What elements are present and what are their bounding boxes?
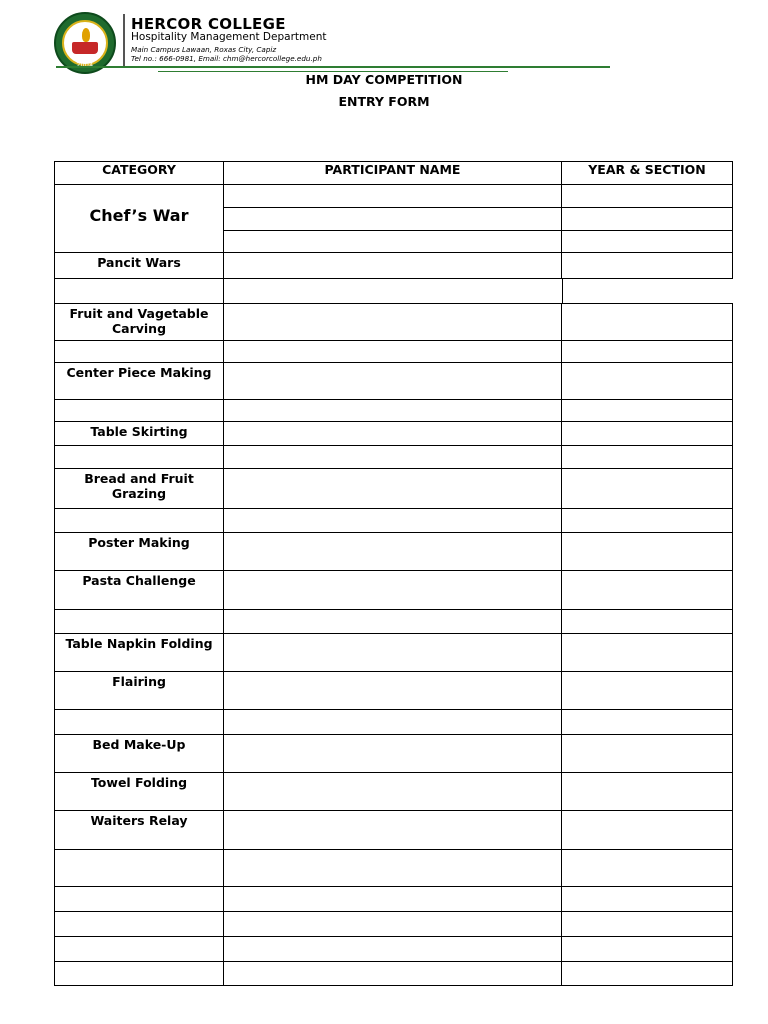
form-title: HM DAY COMPETITION [305,72,463,87]
year-section-cell[interactable] [561,936,733,962]
participant-name-cell[interactable] [223,340,562,363]
category-table-skirting: Table Skirting [54,421,224,446]
year-section-cell[interactable] [561,508,733,533]
participant-name-cell[interactable] [223,508,562,533]
participant-name-cell[interactable] [223,734,562,773]
year-section-cell[interactable] [561,671,733,710]
participant-name-cell[interactable] [223,709,562,735]
participant-name-cell[interactable] [223,207,562,231]
category-chefs-war: Chef’s War [54,184,224,253]
category-cell-empty[interactable] [54,886,224,912]
logo-flame-icon [82,28,90,42]
category-towel-folding: Towel Folding [54,772,224,811]
participant-name-cell[interactable] [223,886,562,912]
participant-name-cell[interactable] [223,810,562,850]
year-section-cell[interactable] [561,734,733,773]
participant-name-cell[interactable] [223,633,562,672]
participant-name-cell[interactable] [223,961,562,986]
participant-name-cell[interactable] [223,468,562,509]
year-section-cell[interactable] [561,886,733,912]
year-section-cell[interactable] [561,421,733,446]
category-bread-fruit: Bread and Fruit Grazing [54,468,224,509]
participant-name-cell[interactable] [223,911,562,937]
category-cell-empty[interactable] [54,709,224,735]
year-section-cell[interactable] [561,810,733,850]
year-section-cell[interactable] [561,445,733,469]
category-fruit-carving: Fruit and Vagetable Carving [54,303,224,341]
year-section-cell[interactable] [561,772,733,811]
category-cell-empty[interactable] [54,399,224,422]
participant-name-cell[interactable] [223,184,562,208]
year-section-cell[interactable] [561,468,733,509]
category-poster-making: Poster Making [54,532,224,571]
header-year-section: YEAR & SECTION [561,161,733,185]
year-section-cell[interactable] [561,961,733,986]
participant-name-cell[interactable] [223,671,562,710]
participant-name-cell[interactable] [223,445,562,469]
category-pancit-wars: Pancit Wars [54,252,224,279]
category-cell-empty[interactable] [54,278,224,304]
category-flairing: Flairing [54,671,224,710]
year-section-cell[interactable] [561,399,733,422]
participant-name-cell[interactable] [223,278,563,304]
year-section-cell[interactable] [561,303,733,341]
year-section-cell[interactable] [561,849,733,887]
participant-name-cell[interactable] [223,362,562,400]
form-subtitle: ENTRY FORM [338,94,430,109]
header-divider [123,14,125,66]
participant-name-cell[interactable] [223,421,562,446]
category-cell-empty[interactable] [54,445,224,469]
year-section-cell[interactable] [561,633,733,672]
participant-name-cell[interactable] [223,849,562,887]
category-bed-makeup: Bed Make-Up [54,734,224,773]
participant-name-cell[interactable] [223,936,562,962]
category-cell-empty[interactable] [54,609,224,634]
category-cell-empty[interactable] [54,508,224,533]
participant-name-cell[interactable] [223,303,562,341]
address-block [131,45,322,63]
address-line: Main Campus Lawaan, Roxas City, Capiz [131,45,277,54]
header-participant-name: PARTICIPANT NAME [223,161,562,185]
year-section-cell[interactable] [561,362,733,400]
participant-name-cell[interactable] [223,570,562,610]
year-section-cell[interactable] [561,184,733,208]
category-cell-empty[interactable] [54,961,224,986]
contact-line: Tel no.: 666-0981, Email: chm@hercorcollege.edu.ph [131,54,322,63]
year-section-cell[interactable] [561,340,733,363]
participant-name-cell[interactable] [223,609,562,634]
category-pasta-challenge: Pasta Challenge [54,570,224,610]
category-cell-empty[interactable] [54,849,224,887]
header-category: CATEGORY [54,161,224,185]
year-section-cell[interactable] [561,252,733,279]
category-cell-empty[interactable] [54,340,224,363]
year-section-cell[interactable] [561,207,733,231]
category-cell-empty[interactable] [54,911,224,937]
participant-name-cell[interactable] [223,252,562,279]
entry-table [54,161,733,986]
year-section-cell[interactable] [561,709,733,735]
year-section-cell[interactable] [561,609,733,634]
year-section-cell[interactable] [561,570,733,610]
participant-name-cell[interactable] [223,230,562,253]
year-section-cell[interactable] [561,230,733,253]
category-center-piece: Center Piece Making [54,362,224,400]
participant-name-cell[interactable] [223,532,562,571]
college-name: HERCOR COLLEGE [131,15,286,33]
logo-book-icon [72,42,98,54]
participant-name-cell[interactable] [223,399,562,422]
college-logo [54,12,116,74]
category-waiters-relay: Waiters Relay [54,810,224,850]
category-napkin-folding: Table Napkin Folding [54,633,224,672]
category-cell-empty[interactable] [54,936,224,962]
header-rule [56,66,610,68]
year-section-cell[interactable] [561,532,733,571]
year-section-cell[interactable] [561,911,733,937]
participant-name-cell[interactable] [223,772,562,811]
department-name: Hospitality Management Department [131,31,327,43]
